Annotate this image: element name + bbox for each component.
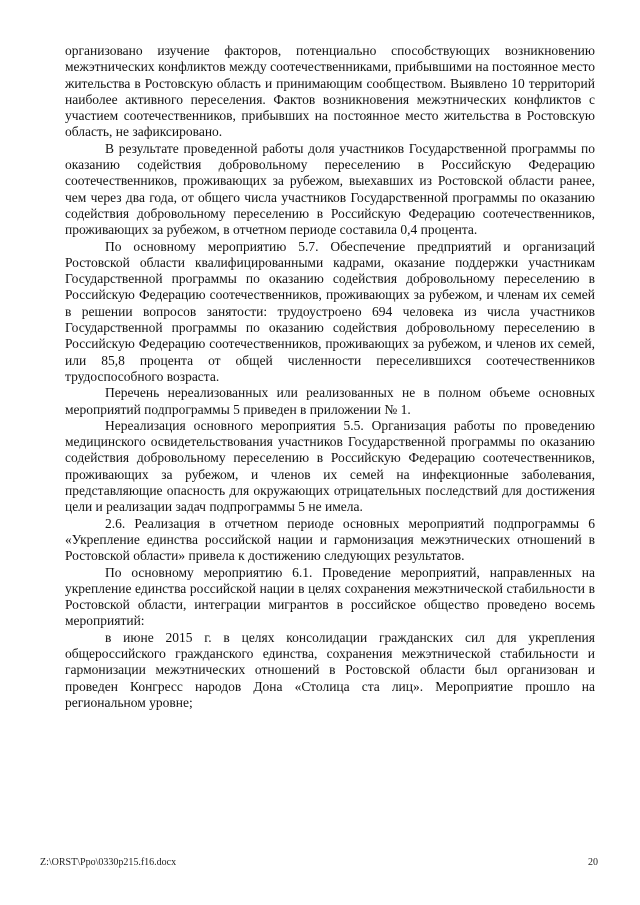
paragraph-2: В результате проведенной работы доля участников Государственной программы по оказанию содействия добровольному переселению в Российскую Федерацию соотечественников, проживающих за рубежом, выехавших из Ростовской области ранее, чем через два года, от общего числа участников Государственной программы по оказанию содействия добровольному переселению в Российскую Федерацию соотечественников, проживающих за рубежом, в отчетном периоде составила 0,4 процента. xyxy=(65,140,595,238)
paragraph-5: Нереализация основного мероприятия 5.5. Организация работы по проведению медицинского освидетельствования участников Государственной программы по оказанию содействия добровольному переселению в Российскую Федерацию соотечественников, проживающих за рубежом, и членов их семей на инфекционные заболевания, представляющие опасность для окружающих отрицательных последствий для достижения цели и реализации задач подпрограммы 5 не имела. xyxy=(65,417,595,515)
paragraph-4: Перечень нереализованных или реализованных не в полном объеме основных мероприятий подпрограммы 5 приведен в приложении № 1. xyxy=(65,385,595,417)
footer-file-path: Z:\ORST\Ppo\0330p215.f16.docx xyxy=(40,857,177,868)
paragraph-3: По основному мероприятию 5.7. Обеспечение предприятий и организаций Ростовской области квалифицированными кадрами, оказание поддержки участникам Государственной программы по оказанию содействия добровольному переселению в Российскую Федерацию соотечественников, проживающих за рубежом, и членам их семей в решении вопросов занятости: трудоустроено 694 человека из числа участников Государственной программы по оказанию содействия добровольному переселению в Российскую Федерацию соотечественников, проживающих за рубежом, и членов их семей, или 85,8 процента от общей численности переселившихся соотечественников трудоспособного возраста. xyxy=(65,238,595,384)
paragraph-1: организовано изучение факторов, потенциально способствующих возникновению межэтнических конфликтов между соотечественниками, прибывшими на постоянное место жительства в Ростовскую область и принимающим сообществом. Выявлено 10 территорий наиболее активного переселения. Фактов возникновения межэтнических конфликтов с участием соотечественников, прибывших на постоянное место жительства в Ростовскую область, не зафиксировано. xyxy=(65,43,595,140)
document-body xyxy=(65,43,595,711)
paragraph-7: По основному мероприятию 6.1. Проведение мероприятий, направленных на укрепление единства российской нации в целях сохранения межэтнической стабильности в Ростовской области, интеграции мигрантов в российское общество проведено восемь мероприятий: xyxy=(65,564,595,629)
paragraph-8: в июне 2015 г. в целях консолидации гражданских сил для укрепления общероссийского гражданского единства, сохранения межэтнической стабильности и гармонизации межэтнических отношений в Ростовской области был организован и проведен Конгресс народов Дона «Столица ста лиц». Мероприятие прошло на региональном уровне; xyxy=(65,629,595,710)
paragraph-6: 2.6. Реализация в отчетном периоде основных мероприятий подпрограммы 6 «Укрепление единства российской нации и гармонизация межэтнических отношений в Ростовской области» привела к достижению следующих результатов. xyxy=(65,515,595,564)
page-number: 20 xyxy=(588,857,598,868)
